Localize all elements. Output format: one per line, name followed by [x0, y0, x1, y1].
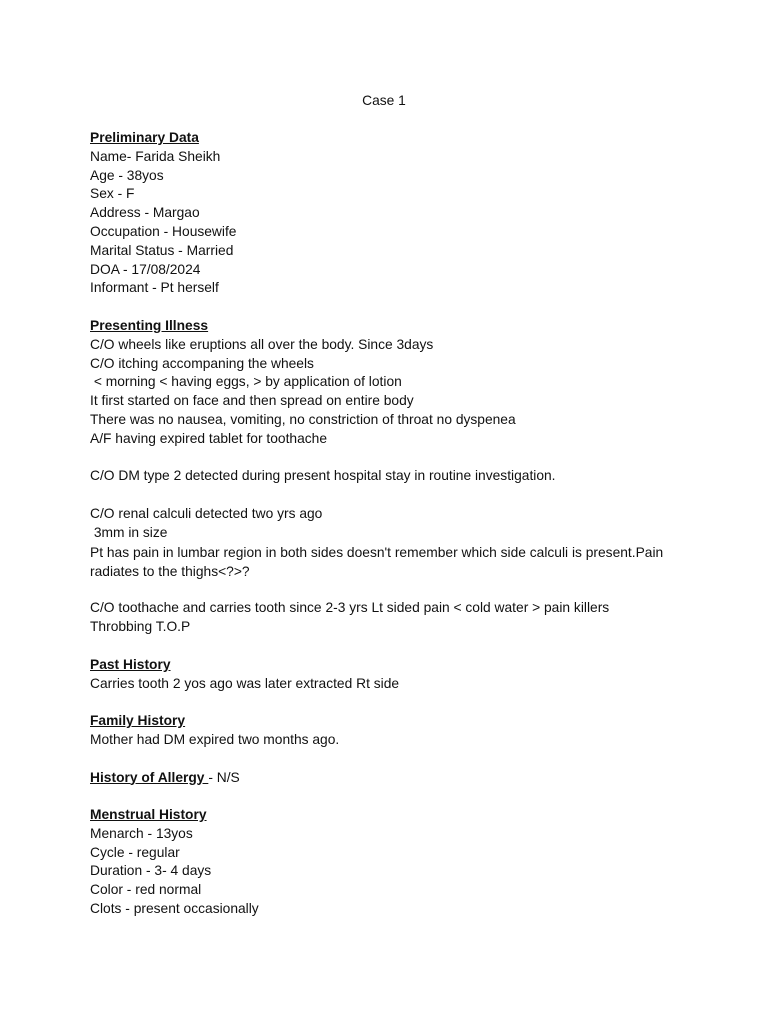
preliminary-occupation: Occupation - Housewife: [90, 223, 237, 239]
presenting-toothache: C/O toothache and carries tooth since 2-3 yrs Lt sided pain < cold water > pain killers: [90, 600, 610, 616]
menstrual-menarch: Menarch - 13yos: [90, 825, 193, 841]
family-history-heading: Family History: [90, 713, 186, 729]
presenting-line: C/O itching accompaning the wheels: [90, 355, 314, 371]
allergy-heading: History of Allergy: [90, 769, 209, 785]
past-history-text: Carries tooth 2 yos ago was later extracted Rt side: [90, 675, 400, 691]
presenting-line: A/F having expired tablet for toothache: [90, 430, 327, 446]
preliminary-data-heading: Preliminary Data: [90, 130, 199, 145]
document-body: [90, 129, 690, 919]
menstrual-cycle: Cycle - regular: [90, 844, 180, 860]
presenting-renal-pain: Pt has pain in lumbar region in both sides doesn't remember which side calculi is present.Pain radiates to the thighs<?>?: [90, 544, 664, 579]
presenting-renal: C/O renal calculi detected two yrs ago: [90, 505, 323, 521]
menstrual-history-heading: Menstrual History: [90, 807, 207, 823]
presenting-line: There was no nausea, vomiting, no constriction of throat no dyspenea: [90, 411, 516, 427]
preliminary-name: Name- Farida Sheikh: [90, 148, 221, 164]
preliminary-marital-status: Marital Status - Married: [90, 242, 234, 258]
menstrual-color: Color - red normal: [90, 882, 202, 898]
presenting-line: It first started on face and then spread on entire body: [90, 393, 414, 409]
preliminary-address: Address - Margao: [90, 205, 200, 221]
family-history-text: Mother had DM expired two months ago.: [90, 731, 340, 747]
presenting-line: C/O wheels like eruptions all over the body. Since 3days: [90, 336, 434, 352]
preliminary-age: Age - 38yos: [90, 167, 164, 183]
document-title: Case 1: [362, 93, 406, 108]
presenting-line: < morning < having eggs, > by application of lotion: [90, 374, 402, 390]
allergy-text: - N/S: [208, 769, 240, 785]
presenting-illness-heading: Presenting Illness: [90, 317, 209, 333]
presenting-throbbing: Throbbing T.O.P: [90, 619, 191, 635]
past-history-heading: Past History: [90, 656, 171, 672]
menstrual-duration: Duration - 3- 4 days: [90, 863, 212, 879]
preliminary-doa: DOA - 17/08/2024: [90, 261, 201, 277]
presenting-dm: C/O DM type 2 detected during present hospital stay in routine investigation.: [90, 468, 556, 484]
preliminary-informant: Informant - Pt herself: [90, 280, 219, 296]
menstrual-clots: Clots - present occasionally: [90, 901, 259, 917]
allergy-line: [90, 769, 690, 788]
presenting-renal-size: 3mm in size: [90, 524, 168, 540]
preliminary-sex: Sex - F: [90, 186, 135, 202]
